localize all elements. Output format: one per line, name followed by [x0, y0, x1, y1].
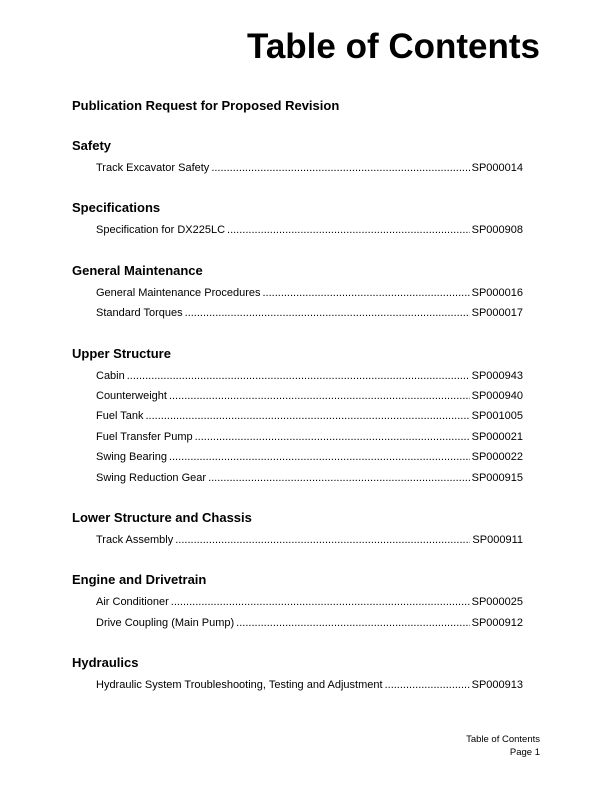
section-heading: Hydraulics: [72, 655, 139, 671]
dot-leader: [175, 530, 470, 550]
page-title: Table of Contents: [247, 27, 540, 66]
toc-entry[interactable]: [72, 427, 523, 447]
toc-entry-label: Drive Coupling (Main Pump): [96, 616, 235, 629]
toc-entry-label: Counterweight: [96, 389, 167, 402]
dot-leader: [195, 427, 470, 447]
toc-section: [72, 261, 523, 324]
toc-entry-code: SP000014: [471, 162, 523, 174]
toc-entry-label: Standard Torques: [96, 307, 183, 320]
toc-entry-code: SP000908: [471, 224, 523, 237]
toc-section: [72, 198, 523, 240]
toc-entry-code: SP001005: [471, 410, 523, 423]
footer-title: Table of Contents: [466, 734, 540, 745]
dot-leader: [227, 220, 470, 240]
toc-entry-code: SP000017: [471, 307, 523, 320]
toc-entry-label: Swing Bearing: [96, 451, 167, 464]
toc-entry-label: Fuel Tank: [96, 410, 144, 423]
toc-entry-code: SP000016: [471, 286, 523, 299]
toc-entry[interactable]: [72, 675, 523, 695]
dot-leader: [169, 447, 470, 467]
toc-sections: [72, 136, 523, 695]
toc-entry-code: SP000940: [471, 389, 523, 402]
section-heading: Upper Structure: [72, 345, 171, 361]
toc-entry[interactable]: [72, 283, 523, 303]
toc-entry-label: Fuel Transfer Pump: [96, 430, 193, 443]
toc-entry-label: Track Excavator Safety: [96, 162, 210, 174]
toc-entry[interactable]: [72, 303, 523, 323]
dot-leader: [385, 675, 470, 695]
section-heading: Lower Structure and Chassis: [72, 509, 252, 525]
toc-entry[interactable]: [72, 613, 523, 633]
toc-entry-label: Cabin: [96, 369, 125, 382]
footer-page-number: Page 1: [509, 747, 540, 758]
toc-entry-label: Hydraulic System Troubleshooting, Testing and Adjustment: [96, 679, 383, 692]
toc-section: [72, 344, 523, 488]
toc-section: [72, 570, 523, 633]
dot-leader: [262, 283, 469, 303]
toc-entry[interactable]: [72, 530, 523, 550]
toc-entry-label: General Maintenance Procedures: [96, 286, 261, 299]
dot-leader: [185, 303, 470, 323]
publication-request-link[interactable]: Publication Request for Proposed Revision: [72, 98, 340, 113]
toc-entry-code: SP000912: [471, 616, 523, 629]
toc-entry-label: Track Assembly: [96, 533, 174, 546]
toc-body: [72, 96, 523, 695]
toc-entry-label: Swing Reduction Gear: [96, 471, 207, 484]
page-footer: [466, 733, 540, 759]
dot-leader: [169, 386, 470, 406]
section-heading: Engine and Drivetrain: [72, 572, 207, 588]
toc-entry-label: Specification for DX225LC: [96, 224, 226, 237]
toc-entry-code: SP000911: [472, 533, 523, 546]
toc-entry[interactable]: [72, 366, 523, 386]
toc-entry-code: SP000022: [471, 451, 523, 464]
toc-entry[interactable]: [72, 468, 523, 488]
toc-entry[interactable]: [72, 220, 523, 240]
dot-leader: [211, 158, 469, 178]
toc-entry-code: SP000915: [471, 471, 523, 484]
toc-entry-code: SP000913: [471, 679, 523, 692]
toc-entry[interactable]: [72, 592, 523, 612]
dot-leader: [146, 406, 470, 426]
toc-entry-label: Air Conditioner: [96, 596, 169, 609]
dot-leader: [208, 468, 470, 488]
toc-section: [72, 653, 523, 695]
toc-entry-code: SP000021: [471, 430, 523, 443]
toc-entry-code: SP000025: [471, 596, 523, 609]
toc-entry[interactable]: [72, 447, 523, 467]
dot-leader: [236, 613, 469, 633]
toc-entry[interactable]: [72, 158, 523, 178]
section-heading: Safety: [72, 138, 112, 153]
toc-entry[interactable]: [72, 406, 523, 426]
toc-section: [72, 136, 523, 178]
section-heading: Specifications: [72, 200, 161, 216]
dot-leader: [127, 366, 470, 386]
toc-entry[interactable]: [72, 386, 523, 406]
dot-leader: [171, 592, 470, 612]
section-heading: General Maintenance: [72, 262, 203, 278]
toc-section: [72, 508, 523, 550]
toc-entry-code: SP000943: [471, 369, 523, 382]
